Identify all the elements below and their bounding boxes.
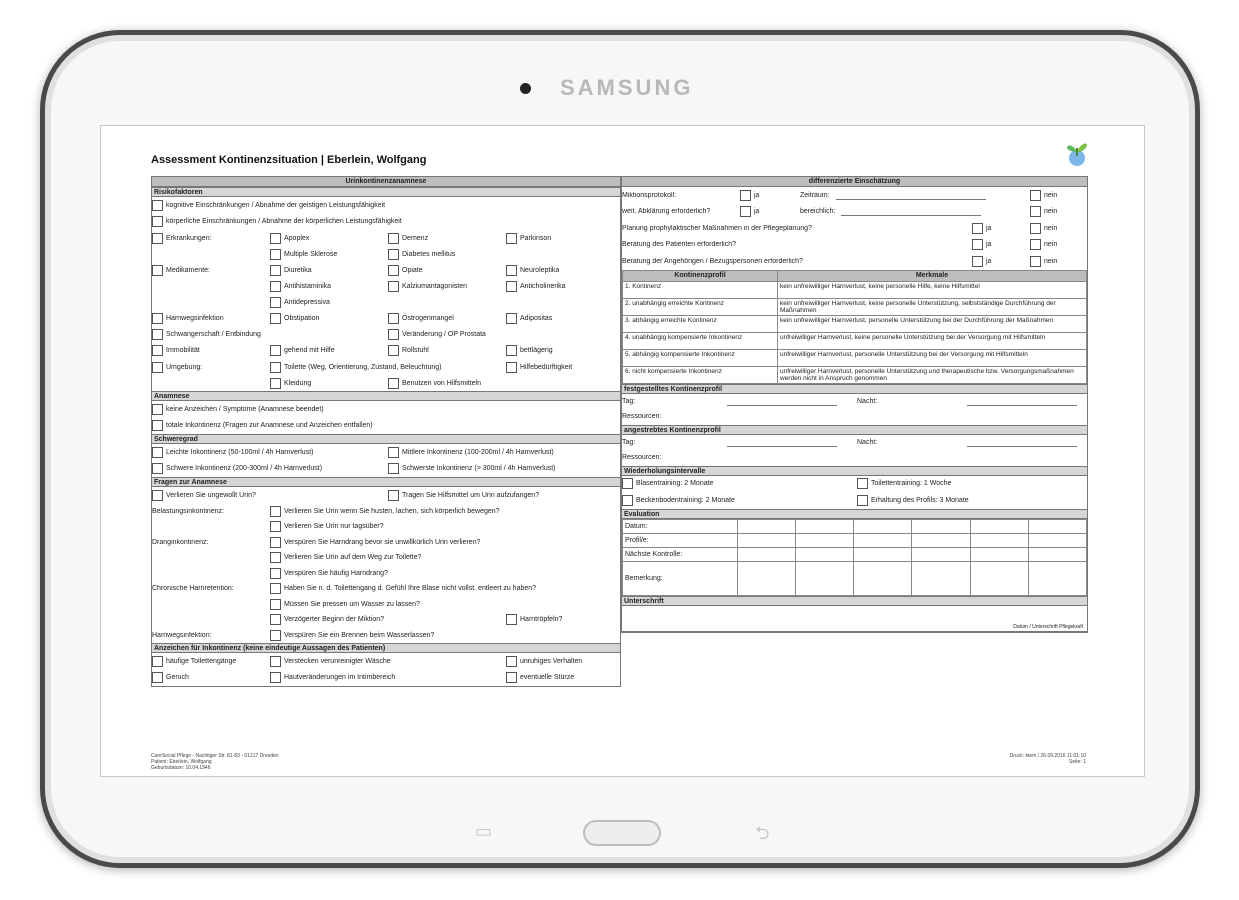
option-label: Adipositas	[520, 315, 553, 323]
footer-right	[1010, 753, 1086, 765]
checkbox[interactable]	[388, 233, 399, 244]
checkbox[interactable]	[388, 313, 399, 324]
erkrankungen-row	[152, 247, 620, 263]
checkbox[interactable]	[270, 656, 281, 667]
wdh-section-title: Wiederholungsintervalle	[622, 466, 1087, 476]
option-label: Toilette (Weg, Orientierung, Zustand, Beleuchtung)	[284, 363, 442, 371]
profile-cell: 4. unabhängig kompensierte Inkontinenz	[623, 332, 778, 349]
tag-label: Tag:	[622, 438, 636, 446]
checkbox[interactable]	[972, 256, 983, 267]
checkbox[interactable]	[506, 362, 517, 373]
footer-line: Druck: ktem / 26.09.2016 11:01:10	[1009, 753, 1086, 759]
checkbox[interactable]	[388, 490, 399, 501]
checkbox[interactable]	[972, 239, 983, 250]
angestrebt-section-title: angestrebtes Kontinenzprofil	[622, 425, 1087, 435]
yes-label: ja	[754, 208, 760, 216]
merkmal-cell: unfreiwilliger Harnverlust, personelle Unterstützung und therapeutische bzw. Versorgungsmaßnahmen werden nicht in Anspruch genommen	[778, 366, 1087, 383]
text-line[interactable]	[967, 438, 1077, 447]
umgebung-label: Umgebung:	[166, 363, 203, 371]
eval-cell[interactable]	[1028, 519, 1086, 533]
merkmal-cell: kein unfreiwilliger Harnverlust, keine personelle Unterstützung, selbstständige Durchführung der Maßnahmen	[778, 298, 1087, 315]
table-row	[623, 533, 1087, 547]
footer-line: Patient: Eberlein, Wolfgang	[151, 759, 212, 765]
option-label: Kleidung	[284, 379, 312, 387]
left-column	[151, 176, 621, 687]
assess-label: Beratung der Angehörigen / Bezugspersonen erforderlich?	[622, 257, 803, 265]
nacht-label: Nacht:	[857, 438, 878, 446]
checkbox[interactable]	[152, 345, 163, 356]
checkbox[interactable]	[270, 537, 281, 548]
question-label: Verspüren Sie Harndrang bevor sie unwillkürlich Urin verlieren?	[284, 538, 481, 546]
eval-cell[interactable]	[854, 547, 912, 561]
option-label: Beckenbodentraining: 2 Monate	[636, 496, 735, 504]
right-header: differenzierte Einschätzung	[622, 177, 1087, 187]
profile-cell: 2. unabhängig erreichte Kontinenz	[623, 298, 778, 315]
checkbox[interactable]	[506, 313, 517, 324]
checkbox[interactable]	[152, 463, 163, 474]
fragen-row	[152, 597, 620, 613]
anzeichen-row	[152, 670, 620, 687]
option-label: Diuretika	[284, 266, 312, 274]
wdh-row	[622, 492, 1087, 509]
medikamente-label: Medikamente:	[166, 266, 210, 274]
eval-cell[interactable]	[912, 519, 970, 533]
text-line[interactable]	[727, 397, 837, 406]
checkbox[interactable]	[152, 313, 163, 324]
option-label: Östrogenmangel	[402, 315, 454, 323]
option-label: Harnwegsinfektion	[166, 315, 224, 323]
no-label: nein	[1044, 224, 1058, 232]
checkbox[interactable]	[270, 378, 281, 389]
eval-cell[interactable]	[854, 519, 912, 533]
table-row	[623, 349, 1087, 366]
ressourcen-label: Ressourcen:	[622, 454, 662, 462]
checkbox[interactable]	[506, 345, 517, 356]
eval-label: Profil/e:	[623, 533, 738, 547]
no-label: nein	[1044, 191, 1058, 199]
option-label: Demenz	[402, 234, 429, 242]
footer-line: Geburtsdatum: 10.04.1946	[151, 765, 211, 771]
umgebung-row	[152, 359, 620, 376]
checkbox[interactable]	[388, 329, 399, 340]
option-label: Multiple Sklerose	[284, 250, 338, 258]
camera-icon	[520, 83, 531, 94]
option-label: keine Anzeichen / Symptome (Anamnese beendet)	[166, 405, 324, 413]
eval-label: Bemerkung:	[623, 561, 738, 595]
anzeichen-section-title: Anzeichen für Inkontinenz (keine eindeutige Aussagen des Patienten)	[152, 643, 620, 653]
eval-cell[interactable]	[1028, 561, 1086, 595]
option-label: Obstipation	[284, 315, 320, 323]
option-label: Opiate	[402, 266, 423, 274]
checkbox[interactable]	[152, 200, 163, 211]
unterschrift-section-title: Unterschrift	[622, 596, 1087, 606]
checkbox[interactable]	[270, 313, 281, 324]
category-label: Dranginkontinenz:	[152, 538, 209, 546]
checkbox[interactable]	[506, 672, 517, 683]
option-label: Veränderung / OP Prostata	[402, 331, 486, 339]
checkbox[interactable]	[1030, 256, 1041, 267]
medikamente-row	[152, 262, 620, 279]
question-label: Verspüren Sie häufig Harndrang?	[284, 569, 388, 577]
eval-cell[interactable]	[796, 561, 854, 595]
checkbox[interactable]	[270, 672, 281, 683]
eval-cell[interactable]	[912, 533, 970, 547]
option-label: Rollstuhl	[402, 347, 429, 355]
question-label: Haben Sie n. d. Toilettengang d. Gefühl Ihre Blase nicht vollst. entleert zu haben?	[284, 585, 537, 593]
profile-cell: 3. abhängig erreichte Kontinenz	[623, 315, 778, 332]
fragen-row	[152, 504, 620, 520]
extra-label: Zeitraum:	[800, 191, 830, 199]
tag-label: Tag:	[622, 397, 636, 405]
option-label: Kalziumantagonisten	[402, 283, 467, 291]
profile-col-header: Kontinenzprofil	[623, 270, 778, 281]
table-row	[623, 547, 1087, 561]
checkbox[interactable]	[1030, 206, 1041, 217]
checkbox[interactable]	[740, 206, 751, 217]
table-row	[623, 315, 1087, 332]
eval-cell[interactable]	[912, 547, 970, 561]
option-label: unruhiges Verhalten	[520, 657, 583, 665]
fragen-row	[152, 535, 620, 551]
no-label: nein	[1044, 257, 1058, 265]
checkbox[interactable]	[270, 265, 281, 276]
option-label: eventuelle Stürze	[520, 674, 575, 682]
assess-label: Planung prophylaktischer Maßnahmen in der Pflegeplanung?	[622, 224, 812, 232]
fragen-section-title: Fragen zur Anamnese	[152, 477, 620, 487]
question-label: Müssen Sie pressen um Wasser zu lassen?	[284, 600, 420, 608]
assess-label: Beratung des Patienten erforderlich?	[622, 241, 737, 249]
brand-label: SAMSUNG	[560, 75, 694, 100]
tablet-frame	[40, 30, 1200, 868]
checkbox[interactable]	[270, 345, 281, 356]
option-label: Diabetes mellitus	[402, 250, 456, 258]
checkbox[interactable]	[152, 420, 163, 431]
table-row	[623, 366, 1087, 383]
question-label: Verzögerter Beginn der Miktion?	[284, 616, 384, 624]
evaluation-section-title: Evaluation	[622, 509, 1087, 519]
checkbox[interactable]	[152, 447, 163, 458]
festgestellt-section-title: festgestelltes Kontinenzprofil	[622, 384, 1087, 394]
question-label: Verspüren Sie ein Brennen beim Wasserlassen?	[284, 631, 435, 639]
misc-row	[152, 327, 620, 343]
fragen-row	[152, 566, 620, 582]
document-screen	[100, 125, 1145, 777]
checkbox[interactable]	[270, 506, 281, 517]
checkbox[interactable]	[388, 249, 399, 260]
page-title: Assessment Kontinenzsituation | Eberlein, Wolfgang	[151, 154, 427, 166]
checkbox[interactable]	[152, 233, 163, 244]
checkbox[interactable]	[1030, 223, 1041, 234]
eval-label: Nächste Kontrolle:	[623, 547, 738, 561]
assess-row	[622, 237, 1087, 254]
erkrankungen-row	[152, 230, 620, 247]
eval-cell[interactable]	[854, 561, 912, 595]
checkbox[interactable]	[152, 329, 163, 340]
umgebung-row	[152, 376, 620, 392]
option-label: Anticholinerika	[520, 283, 566, 291]
option-label: Antihistaminika	[284, 283, 332, 291]
checkbox[interactable]	[270, 583, 281, 594]
eval-cell[interactable]	[796, 519, 854, 533]
back-icon[interactable]: ⮌	[755, 823, 770, 843]
checkbox[interactable]	[270, 521, 281, 532]
evaluation-table	[622, 519, 1087, 596]
checkbox[interactable]	[152, 404, 163, 415]
risk-label: körperliche Einschränkungen / Abnahme der körperlichen Leistungsfähigkeit	[166, 218, 402, 226]
question-label: Verlieren Sie Urin wenn Sie husten, lachen, sich körperlich bewegen?	[284, 507, 500, 515]
eval-cell[interactable]	[796, 533, 854, 547]
checkbox[interactable]	[740, 190, 751, 201]
anamnese-section-title: Anamnese	[152, 391, 620, 401]
question-label: Tragen Sie Hilfsmittel um Urin aufzufangen?	[402, 491, 540, 499]
eval-cell[interactable]	[738, 533, 796, 547]
profile-cell: 5. abhängig kompensierte Inkontinenz	[623, 349, 778, 366]
table-row	[623, 519, 1087, 533]
merkmale-col-header: Merkmale	[778, 270, 1087, 281]
footer-line: CareSocial Pflege - Nachtiger Str. 81-83 - 01217 Dresden	[151, 753, 279, 759]
eval-cell[interactable]	[970, 561, 1028, 595]
fragen-row	[152, 612, 620, 628]
profile-table	[622, 270, 1087, 384]
option-label: Neuroleptika	[520, 266, 560, 274]
anzeichen-row	[152, 653, 620, 670]
assess-row	[622, 220, 1087, 237]
eval-cell[interactable]	[912, 561, 970, 595]
text-line[interactable]	[967, 397, 1077, 406]
no-label: nein	[1044, 208, 1058, 216]
option-label: Geruch	[166, 674, 189, 682]
checkbox[interactable]	[506, 233, 517, 244]
signature-area[interactable]	[622, 606, 1087, 632]
eval-cell[interactable]	[738, 547, 796, 561]
misc-row	[152, 343, 620, 360]
anamnese-row	[152, 418, 620, 435]
checkbox[interactable]	[270, 630, 281, 641]
eval-label: Datum:	[623, 519, 738, 533]
option-label: Toilettentraining: 1 Woche	[871, 480, 952, 488]
checkbox[interactable]	[506, 656, 517, 667]
checkbox[interactable]	[388, 447, 399, 458]
option-label: Benutzen von Hilfsmitteln	[402, 379, 481, 387]
option-label: Mittlere Inkontinenz (100-200ml / 4h Harnverlust)	[402, 448, 554, 456]
checkbox[interactable]	[152, 216, 163, 227]
option-label: Hautveränderungen im Intimbereich	[284, 674, 396, 682]
risk-row	[152, 214, 620, 231]
erkrankungen-label: Erkrankungen:	[166, 234, 212, 242]
checkbox[interactable]	[622, 478, 633, 489]
recent-apps-icon[interactable]: ▭	[475, 821, 493, 841]
yes-label: ja	[986, 241, 992, 249]
schweregrad-row	[152, 461, 620, 478]
checkbox[interactable]	[622, 495, 633, 506]
risk-row	[152, 197, 620, 214]
home-button[interactable]	[583, 820, 661, 846]
profile-cell: 1. Kontinenz	[623, 281, 778, 298]
category-label: Chronische Harnretention:	[152, 585, 234, 593]
checkbox[interactable]	[270, 233, 281, 244]
question-label: Verlieren Sie Urin auf dem Weg zur Toilette?	[284, 554, 422, 562]
checkbox[interactable]	[857, 495, 868, 506]
assess-row	[622, 204, 1087, 221]
option-label: Schwere Inkontinenz (200-300ml / 4h Harnverlust)	[166, 465, 323, 473]
option-label: bettlägerig	[520, 347, 553, 355]
option-label: Schwerste Inkontinenz (> 300ml / 4h Harnverlust)	[402, 465, 556, 473]
tag-nacht-row	[622, 394, 1087, 410]
table-row	[623, 281, 1087, 298]
checkbox[interactable]	[152, 490, 163, 501]
fragen-row	[152, 519, 620, 535]
checkbox[interactable]	[972, 223, 983, 234]
medikamente-row	[152, 295, 620, 311]
left-header: Urinkontinenzanamnese	[152, 177, 620, 187]
question-label: Verlieren Sie ungewollt Urin?	[166, 491, 256, 499]
option-label: Blasentraining: 2 Monate	[636, 480, 714, 488]
option-label: Verstecken verunreinigter Wäsche	[284, 657, 391, 665]
checkbox[interactable]	[152, 672, 163, 683]
question-label: Verlieren Sie Urin nur tagsüber?	[284, 523, 384, 531]
merkmal-cell: unfreiwilliger Harnverlust, personelle Unterstützung bei der Versorgung mit Hilfsmitteln	[778, 349, 1087, 366]
misc-row	[152, 311, 620, 328]
question-label: Harntröpfeln?	[520, 616, 563, 624]
checkbox[interactable]	[270, 297, 281, 308]
yes-label: ja	[986, 257, 992, 265]
checkbox[interactable]	[270, 362, 281, 373]
checkbox[interactable]	[1030, 239, 1041, 250]
eval-cell[interactable]	[854, 533, 912, 547]
right-column	[621, 176, 1088, 633]
checkbox[interactable]	[857, 478, 868, 489]
checkbox[interactable]	[270, 599, 281, 610]
plant-logo-icon	[1063, 136, 1091, 168]
text-line[interactable]	[836, 191, 986, 200]
checkbox[interactable]	[388, 265, 399, 276]
no-label: nein	[1044, 241, 1058, 249]
ressourcen-row	[622, 450, 1087, 466]
category-label: Harnwegsinfektion:	[152, 631, 212, 639]
assess-label: Miktionsprotokoll:	[622, 191, 677, 199]
extra-label: bereichlich:	[800, 208, 836, 216]
option-label: Parkinson	[520, 234, 552, 242]
checkbox[interactable]	[270, 249, 281, 260]
option-label: Apoplex	[284, 234, 310, 242]
option-label: Antidepressiva	[284, 299, 330, 307]
checkbox[interactable]	[270, 614, 281, 625]
table-row	[623, 561, 1087, 595]
checkbox[interactable]	[270, 568, 281, 579]
ressourcen-label: Ressourcen:	[622, 413, 662, 421]
eval-cell[interactable]	[1028, 533, 1086, 547]
checkbox[interactable]	[506, 281, 517, 292]
checkbox[interactable]	[152, 656, 163, 667]
eval-cell[interactable]	[970, 547, 1028, 561]
option-label: Schwangerschaft / Entbindung	[166, 331, 261, 339]
checkbox[interactable]	[152, 362, 163, 373]
checkbox[interactable]	[506, 614, 517, 625]
signature-caption: Datum / Unterschrift Pflegekraft	[1013, 623, 1083, 630]
option-label: totale Inkontinenz (Fragen zur Anamnese und Anzeichen entfallen)	[166, 422, 373, 430]
option-label: Erhaltung des Profils: 3 Monate	[871, 496, 969, 504]
footer-left	[151, 753, 279, 771]
assess-row	[622, 187, 1087, 204]
medikamente-row	[152, 279, 620, 296]
merkmal-cell: unfreiwilliger Harnverlust, keine personelle Unterstützung bei der Versorgung mit Hilfsmitteln	[778, 332, 1087, 349]
checkbox[interactable]	[388, 378, 399, 389]
profile-cell: 6. nicht kompensierte Inkontinenz	[623, 366, 778, 383]
text-line[interactable]	[841, 207, 981, 216]
anamnese-row	[152, 401, 620, 418]
fragen-row	[152, 550, 620, 566]
tag-nacht-row	[622, 435, 1087, 451]
option-label: Hilfebedürftigkeit	[520, 363, 573, 371]
checkbox[interactable]	[270, 552, 281, 563]
eval-cell[interactable]	[970, 519, 1028, 533]
schweregrad-row	[152, 444, 620, 461]
option-label: Leichte Inkontinenz (50-100ml / 4h Harnverlust)	[166, 448, 314, 456]
eval-cell[interactable]	[970, 533, 1028, 547]
eval-cell[interactable]	[796, 547, 854, 561]
text-line[interactable]	[727, 438, 837, 447]
fragen-row	[152, 487, 620, 504]
checkbox[interactable]	[506, 265, 517, 276]
merkmal-cell: kein unfreiwilliger Harnverlust, personelle Unterstützung bei der Durchführung der Maßnahmen	[778, 315, 1087, 332]
table-row	[623, 332, 1087, 349]
option-label: gehend mit Hilfe	[284, 347, 335, 355]
checkbox[interactable]	[152, 265, 163, 276]
risk-label: kognitive Einschränkungen / Abnahme der geistigen Leistungsfähigkeit	[166, 201, 386, 209]
option-label: Immobilität	[166, 347, 200, 355]
checkbox[interactable]	[388, 345, 399, 356]
eval-cell[interactable]	[738, 561, 796, 595]
table-row	[623, 298, 1087, 315]
fragen-row	[152, 581, 620, 597]
footer-line: Seite: 1	[1069, 759, 1086, 765]
nacht-label: Nacht:	[857, 397, 878, 405]
wdh-row	[622, 476, 1087, 493]
category-label: Belastungsinkontinenz:	[152, 507, 224, 515]
eval-cell[interactable]	[1028, 547, 1086, 561]
merkmal-cell: kein unfreiwilliger Harnverlust, keine personelle Hilfe, keine Hilfsmittel	[778, 281, 1087, 298]
assess-row	[622, 253, 1087, 270]
checkbox[interactable]	[388, 281, 399, 292]
assess-label: weit. Abklärung erforderlich?	[622, 208, 711, 216]
checkbox[interactable]	[388, 463, 399, 474]
fragen-row	[152, 628, 620, 644]
yes-label: ja	[986, 224, 992, 232]
risk-section-title: Risikofaktoren	[152, 187, 620, 197]
option-label: häufige Toilettengänge	[166, 657, 237, 665]
yes-label: ja	[754, 191, 760, 199]
checkbox[interactable]	[1030, 190, 1041, 201]
eval-cell[interactable]	[738, 519, 796, 533]
schweregrad-section-title: Schweregrad	[152, 434, 620, 444]
ressourcen-row	[622, 409, 1087, 425]
checkbox[interactable]	[270, 281, 281, 292]
